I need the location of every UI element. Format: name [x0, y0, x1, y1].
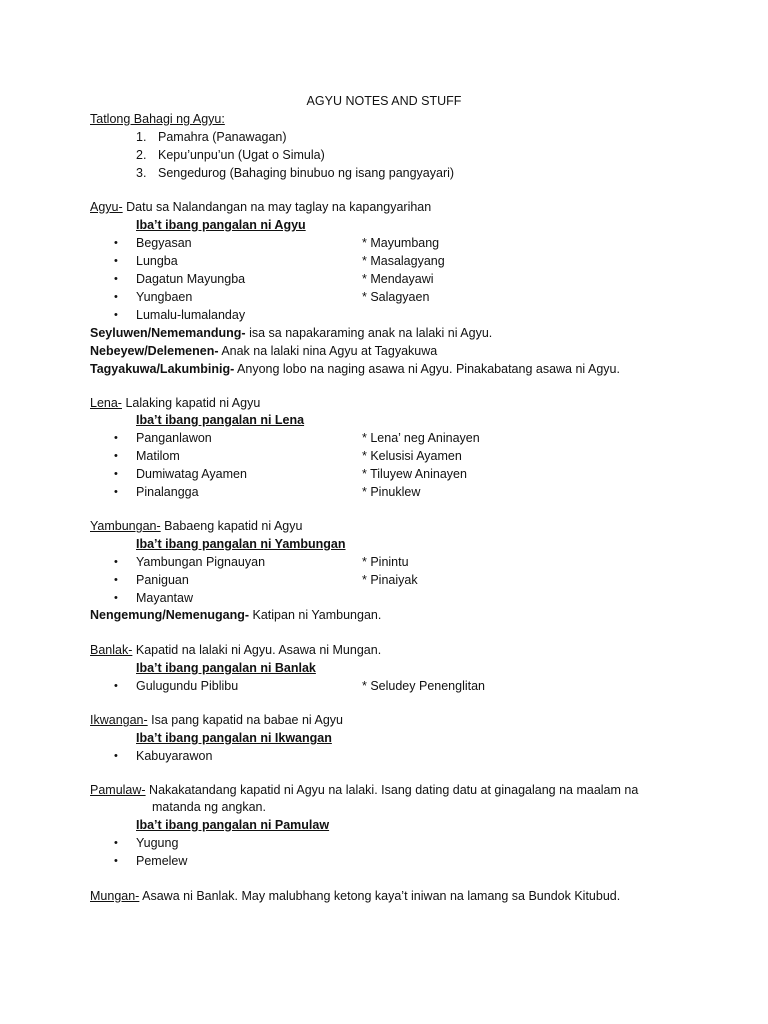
banlak-names-heading: Iba’t ibang pangalan ni Banlak: [136, 661, 316, 675]
list-number: 3.: [136, 166, 147, 180]
list-item: Yungbaen: [136, 290, 193, 304]
list-item: * Kelusisi Ayamen: [362, 449, 462, 463]
agyu-names-heading: Iba’t ibang pangalan ni Agyu: [136, 218, 306, 232]
relative-definition: [90, 324, 492, 342]
list-item: Lumalu-lumalanday: [136, 308, 246, 322]
term: Nengemung/Nemenugang-: [90, 608, 250, 622]
document-title: AGYU NOTES AND STUFF: [306, 94, 462, 108]
list-item: Sengedurog (Bahaging binubuo ng isang pangyayari): [158, 166, 455, 180]
term: Tagyakuwa/Lakumbinig-: [90, 362, 235, 376]
bullet: •: [114, 574, 118, 586]
term: Pamulaw-: [90, 783, 146, 797]
definition: Asawa ni Banlak. May malubhang ketong kaya’t iniwan na lamang sa Bundok Kitubud.: [139, 889, 621, 903]
parts-heading: Tatlong Bahagi ng Agyu:: [90, 112, 225, 126]
list-item: Pamahra (Panawagan): [158, 130, 287, 144]
list-item: Dagatun Mayungba: [136, 272, 246, 286]
list-item: * Pinintu: [362, 555, 409, 569]
yambungan-names-heading: Iba’t ibang pangalan ni Yambungan: [136, 537, 346, 551]
term: Ikwangan-: [90, 713, 148, 727]
list-item: * Lena’ neg Aninayen: [362, 431, 480, 445]
list-item: Matilom: [136, 449, 180, 463]
bullet: •: [114, 291, 118, 303]
definition: Kapatid na lalaki ni Agyu. Asawa ni Mungan.: [132, 643, 382, 657]
definition: Katipan ni Yambungan.: [249, 608, 382, 622]
ikwangan-names-heading: Iba’t ibang pangalan ni Ikwangan: [136, 731, 332, 745]
definition: Nakakatandang kapatid ni Agyu na lalaki. Isang dating datu at ginagalang na maalam na: [145, 783, 639, 797]
bullet: •: [114, 855, 118, 867]
bullet: •: [114, 237, 118, 249]
bullet: •: [114, 432, 118, 444]
relative-definition: [90, 360, 620, 378]
term: Nebeyew/Delemenen-: [90, 344, 219, 358]
definition: Anyong lobo na naging asawa ni Agyu. Pinakabatang asawa ni Agyu.: [234, 362, 620, 376]
list-item: Panganlawon: [136, 431, 212, 445]
banlak-definition: [90, 641, 381, 659]
term: Seyluwen/Nememandung-: [90, 326, 246, 340]
pamulaw-names-heading: Iba’t ibang pangalan ni Pamulaw: [136, 818, 330, 832]
list-item: Gulugundu Piblibu: [136, 679, 239, 693]
list-item: Yugung: [136, 836, 179, 850]
ikwangan-definition: [90, 711, 343, 729]
bullet: •: [114, 592, 118, 604]
bullet: •: [114, 309, 118, 321]
definition: Isa pang kapatid na babae ni Agyu: [147, 713, 343, 727]
lena-definition: [90, 394, 260, 412]
list-item: * Mayumbang: [362, 236, 440, 250]
list-item: Begyasan: [136, 236, 192, 250]
definition: isa sa napakaraming anak na lalaki ni Agyu.: [245, 326, 493, 340]
list-item: Kabuyarawon: [136, 749, 213, 763]
yambungan-definition: [90, 517, 302, 535]
list-item: * Pinuklew: [362, 485, 421, 499]
term: Banlak-: [90, 643, 133, 657]
definition: Datu sa Nalandangan na may taglay na kapangyarihan: [122, 200, 432, 214]
pamulaw-definition-continued: matanda ng angkan.: [152, 800, 266, 814]
definition: Anak na lalaki nina Agyu at Tagyakuwa: [218, 344, 438, 358]
list-item: * Pinaiyak: [362, 573, 418, 587]
yambungan-note: [90, 606, 381, 624]
pamulaw-definition: [90, 781, 638, 799]
list-item: Yambungan Pignauyan: [136, 555, 266, 569]
bullet: •: [114, 837, 118, 849]
list-item: * Masalagyang: [362, 254, 445, 268]
list-item: * Seludey Penenglitan: [362, 679, 486, 693]
term: Lena-: [90, 396, 122, 410]
list-item: Kepu’unpu’un (Ugat o Simula): [158, 148, 325, 162]
bullet: •: [114, 750, 118, 762]
bullet: •: [114, 680, 118, 692]
relative-definition: [90, 342, 437, 360]
list-number: 1.: [136, 130, 147, 144]
bullet: •: [114, 273, 118, 285]
term: Yambungan-: [90, 519, 161, 533]
mungan-definition: [90, 887, 620, 905]
agyu-definition: [90, 198, 431, 216]
bullet: •: [114, 450, 118, 462]
list-item: Lungba: [136, 254, 178, 268]
list-item: * Tiluyew Aninayen: [362, 467, 467, 481]
list-item: * Salagyaen: [362, 290, 430, 304]
bullet: •: [114, 468, 118, 480]
list-item: Paniguan: [136, 573, 189, 587]
term: Mungan-: [90, 889, 140, 903]
lena-names-heading: Iba’t ibang pangalan ni Lena: [136, 413, 305, 427]
list-item: Dumiwatag Ayamen: [136, 467, 247, 481]
list-number: 2.: [136, 148, 147, 162]
definition: Babaeng kapatid ni Agyu: [160, 519, 303, 533]
list-item: * Mendayawi: [362, 272, 434, 286]
bullet: •: [114, 556, 118, 568]
list-item: Pinalangga: [136, 485, 199, 499]
list-item: Mayantaw: [136, 591, 193, 605]
bullet: •: [114, 255, 118, 267]
bullet: •: [114, 486, 118, 498]
list-item: Pemelew: [136, 854, 188, 868]
definition: Lalaking kapatid ni Agyu: [121, 396, 261, 410]
term: Agyu-: [90, 200, 123, 214]
